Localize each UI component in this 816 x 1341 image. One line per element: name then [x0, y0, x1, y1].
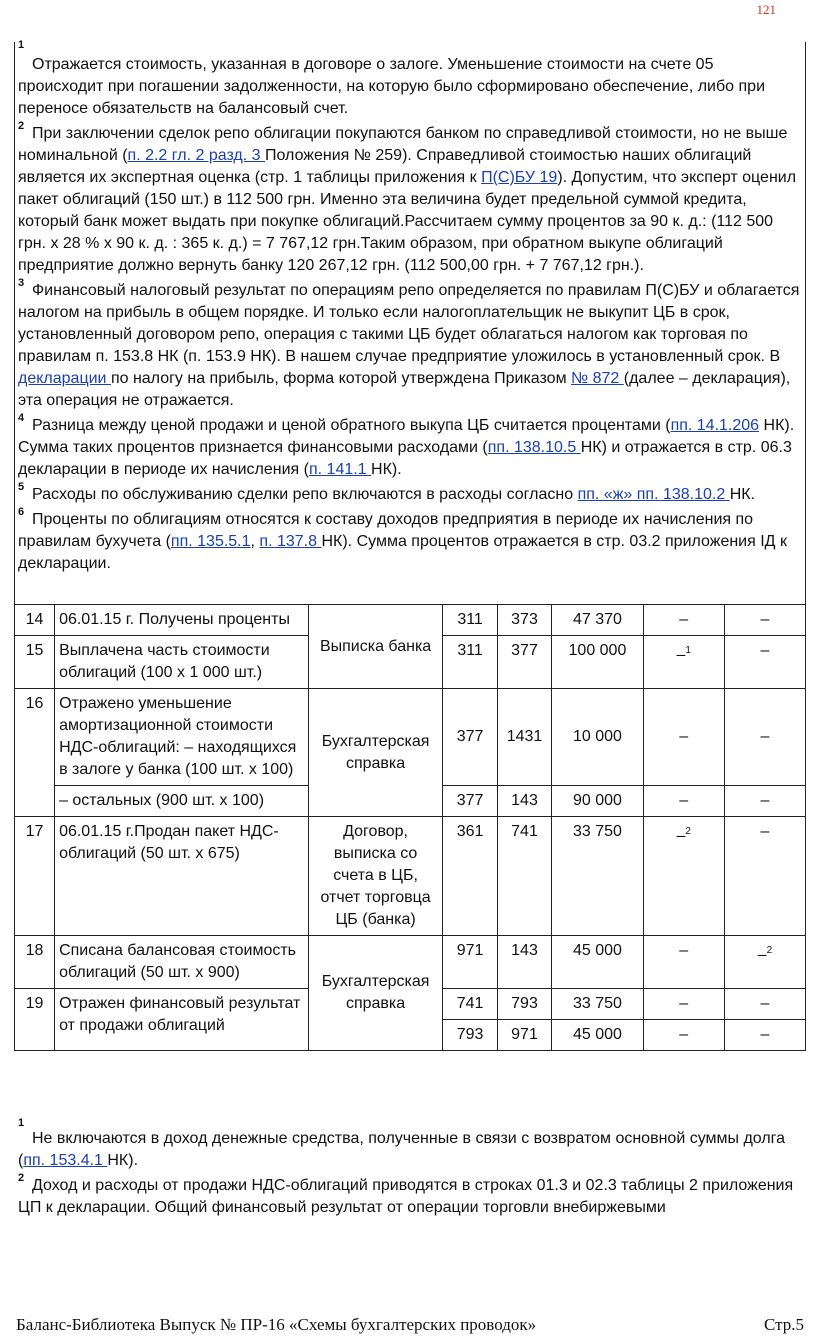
note-text: Не включаются в доход денежные средства, полученные в связи с возвратом основной суммы долга (пп. 153.4.1 НК).	[18, 1130, 786, 1169]
note-mark: 4	[18, 412, 25, 424]
row-description: Выплачена часть стоимости облигаций (100 х 1 000 шт.)	[55, 636, 309, 689]
footer-publication: Баланс-Библиотека Выпуск № ПР-16 «Схемы бухгалтерских проводок»	[16, 1315, 537, 1334]
credit-account: 1431	[497, 689, 551, 786]
row-number: 16	[15, 689, 55, 786]
page-number: 121	[756, 2, 776, 17]
link-order-872[interactable]: № 872	[571, 370, 624, 387]
row-description: 06.01.15 г. Получены проценты	[55, 605, 309, 636]
amount: 10 000	[552, 689, 643, 786]
amount: 100 000	[552, 636, 643, 689]
amount: 33 750	[552, 817, 643, 936]
credit-account: 373	[497, 605, 551, 636]
row-document: Договор, выписка со счета в ЦБ, отчет торговца ЦБ (банка)	[308, 817, 443, 936]
debit-account: 311	[443, 605, 497, 636]
note-text: Разница между ценой продажи и ценой обратного выкупа ЦБ считается процентами (пп. 14.1.206 НК). Сумма таких процентов признается финансовыми расходами (пп. 138.10.5 НК) и отражается в стр. 06.3 декларации в периоде их начисления (п. 141.1 НК).	[18, 417, 795, 478]
note-4	[14, 412, 806, 481]
note-text: Финансовый налоговый результат по операциям репо определяется по правилам П(С)БУ и облагается налогом на прибыль в общем порядке. И только если налогоплательщик не выкупит ЦБ в срок, установленный договором репо, операция с такими ЦБ будет облагаться налогом как торговая по правилам п. 153.8 НК (п. 153.9 НК). В нашем случае предприятие уложилось в установленный срок. В декларации по налогу на прибыль, форма которой утверждена Приказом № 872 (далее – декларация), эта операция не отражается.	[18, 282, 800, 409]
note-6	[14, 506, 806, 575]
note-3	[14, 277, 806, 412]
link-pp-153-4-1[interactable]: пп. 153.4.1	[23, 1152, 108, 1169]
table-footnotes	[14, 1117, 806, 1219]
tax-column-1: –	[643, 936, 724, 989]
row-description: Отражено уменьшение амортизационной стоимости НДС-облигаций: – находящихся в залоге у банка (100 шт. х 100)	[55, 689, 309, 786]
note-5	[14, 481, 806, 506]
tax-column-2: –$^2$	[724, 936, 805, 989]
amount: 45 000	[552, 1020, 643, 1051]
row-document: Выписка банка	[308, 605, 443, 689]
row-number: 18	[15, 936, 55, 989]
row-number: 17	[15, 817, 55, 936]
note-mark: 1	[18, 1117, 25, 1129]
amount: 47 370	[552, 605, 643, 636]
amount: 45 000	[552, 936, 643, 989]
link-p-2-2[interactable]: п. 2.2 гл. 2 разд. 3	[127, 147, 265, 164]
note-1	[14, 39, 806, 120]
notes-frame	[14, 39, 806, 575]
row-number: 19	[15, 989, 55, 1020]
row-number	[15, 786, 55, 817]
tax-column-2: –	[724, 689, 805, 786]
tax-column-1: –	[643, 1020, 724, 1051]
tax-column-1: –$^1$	[643, 636, 724, 689]
tax-column-2: –	[724, 817, 805, 936]
note-text: Расходы по обслуживанию сделки репо включаются в расходы согласно пп. «ж» пп. 138.10.2 НК.	[32, 486, 756, 503]
note-text: Проценты по облигациям относятся к составу доходов предприятия в периоде их начисления по правилам бухучета (пп. 135.5.1, п. 137.8 НК). Сумма процентов отражается в стр. 03.2 приложения ІД к декларации.	[18, 511, 787, 572]
row-number: 15	[15, 636, 55, 689]
table-row	[15, 605, 806, 636]
table-row	[15, 817, 806, 936]
footnote-1	[14, 1117, 806, 1172]
tax-column-2: –	[724, 605, 805, 636]
tax-column-2: –	[724, 786, 805, 817]
tax-column-1: –	[643, 605, 724, 636]
note-mark: 6	[18, 506, 25, 518]
link-pp-135-5-1[interactable]: пп. 135.5.1	[170, 533, 251, 550]
footer-page: Стр.5	[763, 1315, 804, 1334]
note-mark: 2	[18, 120, 25, 132]
credit-account: 377	[497, 636, 551, 689]
link-pp-138-10-5[interactable]: пп. 138.10.5	[487, 439, 581, 456]
debit-account: 971	[443, 936, 497, 989]
credit-account: 971	[497, 1020, 551, 1051]
note-2	[14, 120, 806, 277]
row-number: 14	[15, 605, 55, 636]
debit-account: 741	[443, 989, 497, 1020]
tax-column-1: –	[643, 989, 724, 1020]
link-declaration[interactable]: декларации	[18, 370, 111, 387]
tax-column-2: –	[724, 636, 805, 689]
row-description: Списана балансовая стоимость облигаций (50 шт. х 900)	[55, 936, 309, 989]
note-mark: 3	[18, 277, 25, 289]
note-mark: 1	[18, 39, 25, 51]
note-text: Доход и расходы от продажи НДС-облигаций приводятся в строках 01.3 и 02.3 таблицы 2 приложения ЦП к декларации. Общий финансовый результат от операции торговли внебиржевыми	[18, 1177, 794, 1216]
entries-table	[14, 604, 806, 1051]
note-mark: 2	[18, 1172, 25, 1184]
row-document: Бухгалтерская справка	[308, 689, 443, 817]
credit-account: 143	[497, 786, 551, 817]
credit-account: 793	[497, 989, 551, 1020]
note-text: Отражается стоимость, указанная в договоре о залоге. Уменьшение стоимости на счете 05 происходит при погашении задолженности, на которую было сформировано обеспечение, либо при переносе обязательств на балансовый счет.	[18, 56, 765, 117]
debit-account: 311	[443, 636, 497, 689]
debit-account: 377	[443, 786, 497, 817]
tax-column-2: –	[724, 1020, 805, 1051]
table-row	[15, 689, 806, 786]
link-pp-14-1-206[interactable]: пп. 14.1.206	[670, 417, 760, 434]
row-description: – остальных (900 шт. х 100)	[55, 786, 309, 817]
credit-account: 741	[497, 817, 551, 936]
debit-account: 361	[443, 817, 497, 936]
table-row	[15, 936, 806, 989]
note-text: При заключении сделок репо облигации покупаются банком по справедливой стоимости, но не выше номинальной (п. 2.2 гл. 2 разд. 3 Положения № 259). Справедливой стоимостью наших облигаций является их экспертная оценка (стр. 1 таблицы приложения к П(С)БУ 19). Допустим, что эксперт оценил пакет облигаций (150 шт.) в 112 500 грн. Именно эта величина будет предельной суммой кредита, который банк может выдать при покупке облигаций.Рассчитаем сумму процентов за 90 к. д.: (112 500 грн. х 28 % х 90 к. д. : 365 к. д.) = 7 767,12 грн.Таким образом, при обратном выкупе облигаций предприятие должно вернуть банку 120 267,12 грн. (112 500,00 грн. + 7 767,12 грн.).	[18, 125, 797, 274]
tax-column-1: –	[643, 689, 724, 786]
tax-column-2: –	[724, 989, 805, 1020]
row-description: 06.01.15 г.Продан пакет НДС-облигаций (50 шт. х 675)	[55, 817, 309, 936]
tax-column-1: –	[643, 786, 724, 817]
link-p-141-1[interactable]: п. 141.1	[308, 461, 372, 478]
row-number	[15, 1020, 55, 1051]
amount: 33 750	[552, 989, 643, 1020]
link-psbu-19[interactable]: П(С)БУ 19	[481, 169, 558, 186]
credit-account: 143	[497, 936, 551, 989]
tax-column-1: –$^2$	[643, 817, 724, 936]
footnote-2	[14, 1172, 806, 1219]
row-document: Бухгалтерская справка	[308, 936, 443, 1051]
amount: 90 000	[552, 786, 643, 817]
debit-account: 377	[443, 689, 497, 786]
debit-account: 793	[443, 1020, 497, 1051]
link-pp-138-10-2[interactable]: пп. «ж» пп. 138.10.2	[577, 486, 730, 503]
page-footer	[16, 1315, 804, 1335]
link-p-137-8[interactable]: п. 137.8	[259, 533, 322, 550]
row-description: Отражен финансовый результат от продажи облигаций	[55, 989, 309, 1051]
note-mark: 5	[18, 481, 25, 493]
